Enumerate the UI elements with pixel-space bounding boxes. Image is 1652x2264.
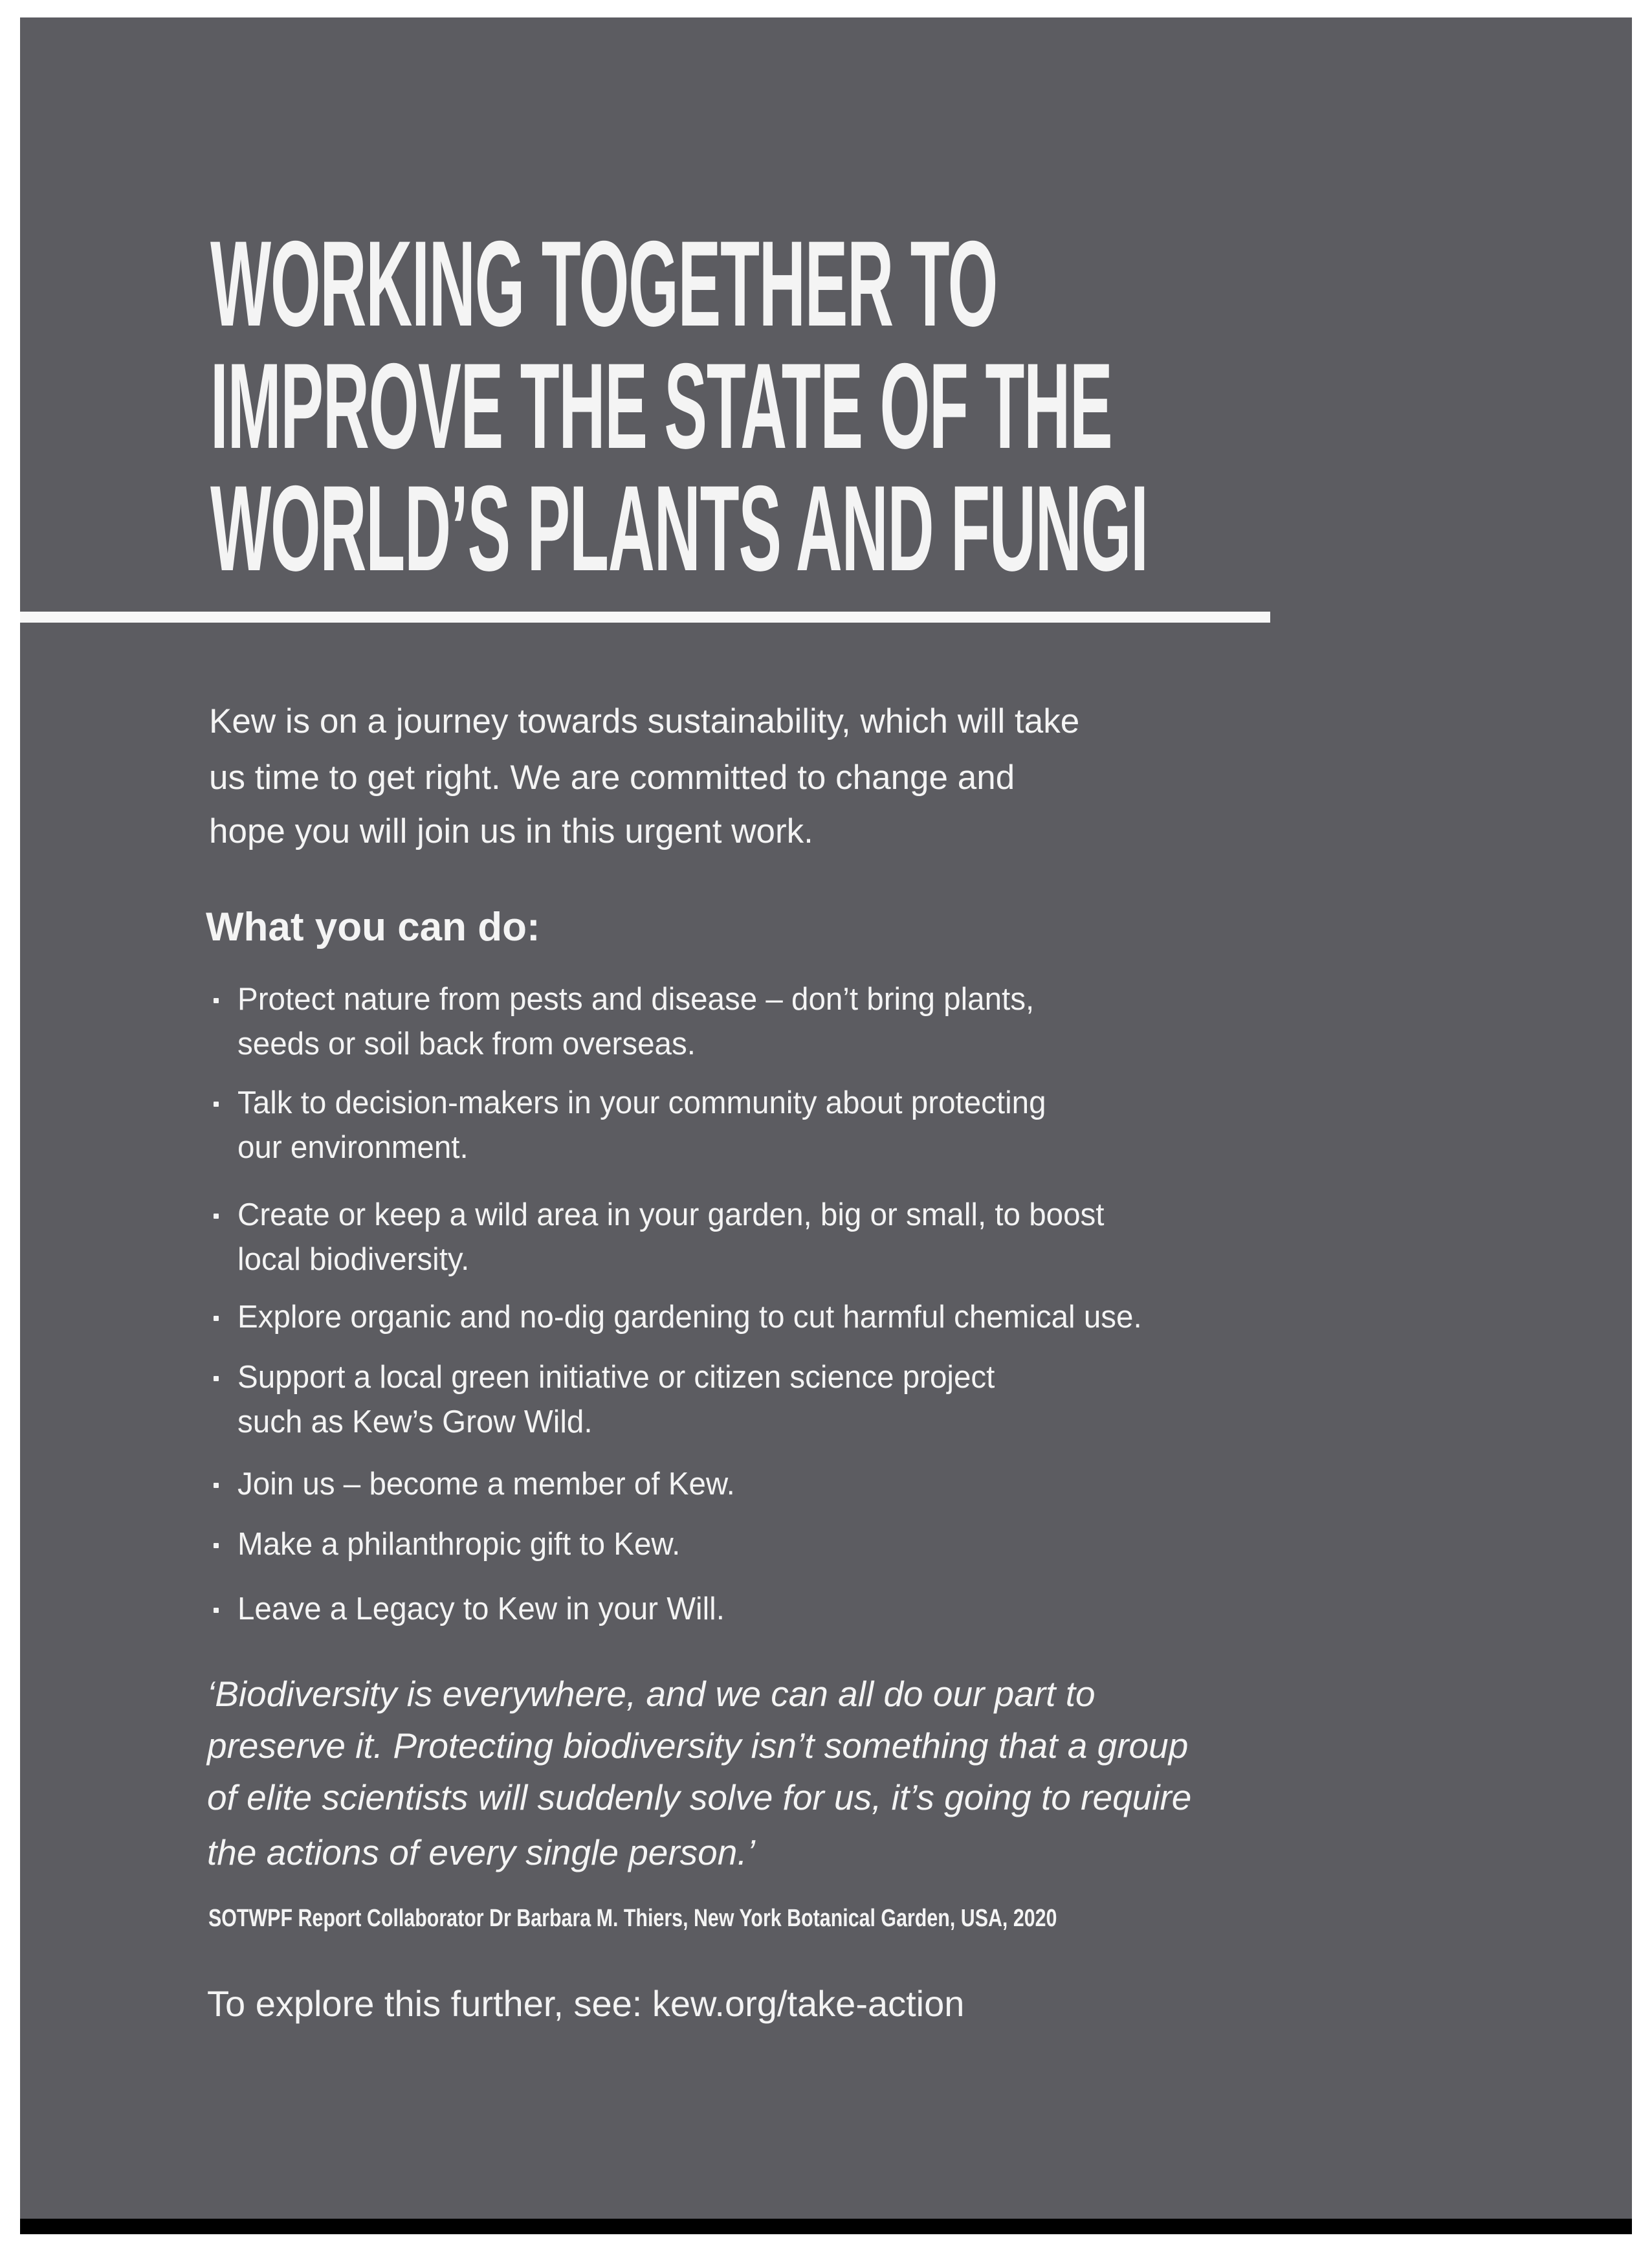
- action-list-item-text: Explore organic and no-dig gardening to cut harmful chemical use.: [237, 1300, 1142, 1335]
- bullet-icon: [214, 1608, 219, 1613]
- quote-line-1: ‘Biodiversity is everywhere, and we can all do our part to: [207, 1674, 1096, 1714]
- quote-line-4: the actions of every single person.’: [207, 1832, 755, 1872]
- quote-citation: SOTWPF Report Collaborator Dr Barbara M. Thiers, New York Botanical Garden, USA, 2020: [208, 1905, 1057, 1932]
- action-list-item-text: Make a philanthropic gift to Kew.: [237, 1527, 681, 1562]
- divider-rule: [20, 612, 1270, 623]
- title-line-3: WORLD’S PLANTS AND FUNGI: [210, 460, 1148, 596]
- bullet-icon: [214, 1102, 219, 1107]
- bottom-bar: [20, 2219, 1632, 2234]
- intro-line-3: hope you will join us in this urgent work.: [209, 812, 813, 850]
- title-line-1: WORKING TOGETHER TO: [210, 216, 998, 351]
- action-list-item-text: local biodiversity.: [237, 1242, 470, 1277]
- action-list-item-text: Talk to decision-makers in your community about protecting: [237, 1085, 1046, 1120]
- action-list-item-text: Create or keep a wild area in your garden, big or small, to boost: [237, 1197, 1105, 1232]
- action-list-item-text: our environment.: [237, 1130, 468, 1165]
- quote-line-3: of elite scientists will suddenly solve for us, it’s going to require: [207, 1777, 1192, 1817]
- bullet-icon: [214, 998, 219, 1003]
- action-list-item-text: seeds or soil back from overseas.: [237, 1027, 696, 1061]
- action-list-item-text: Join us – become a member of Kew.: [237, 1467, 735, 1502]
- intro-line-2: us time to get right. We are committed to change and: [209, 759, 1015, 797]
- action-list-item-text: Support a local green initiative or citizen science project: [237, 1360, 995, 1395]
- quote-line-2: preserve it. Protecting biodiversity isn’t something that a group: [207, 1726, 1189, 1766]
- section-heading: What you can do:: [206, 905, 540, 949]
- action-list-item-text: such as Kew’s Grow Wild.: [237, 1404, 593, 1439]
- intro-line-1: Kew is on a journey towards sustainability, which will take: [209, 702, 1080, 740]
- action-list-item-text: Protect nature from pests and disease – don’t bring plants,: [237, 982, 1035, 1017]
- bullet-icon: [214, 1214, 219, 1219]
- bullet-icon: [214, 1316, 219, 1321]
- further-info-link[interactable]: To explore this further, see: kew.org/take-action: [207, 1983, 965, 2024]
- bullet-icon: [214, 1483, 219, 1488]
- bullet-icon: [214, 1376, 219, 1381]
- title-line-2: IMPROVE THE STATE OF THE: [210, 338, 1112, 474]
- action-list-item-text: Leave a Legacy to Kew in your Will.: [237, 1592, 725, 1626]
- bullet-icon: [214, 1543, 219, 1548]
